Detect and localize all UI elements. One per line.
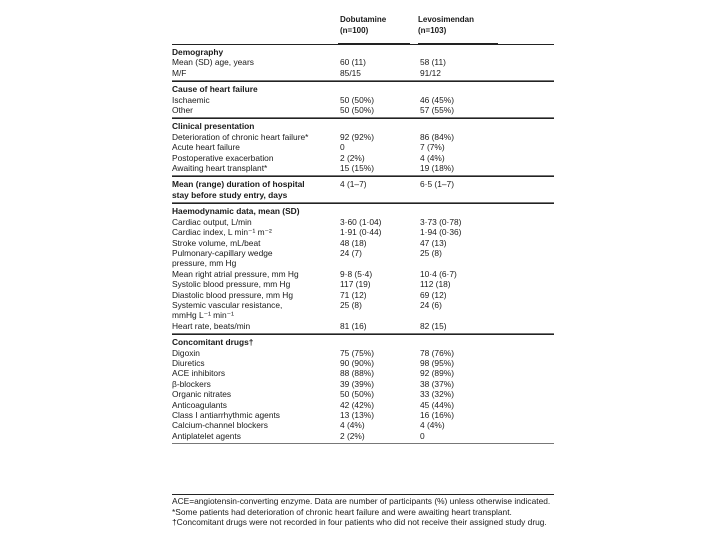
cell-levosimendan: 69 (12) <box>420 289 447 300</box>
table-row <box>172 142 554 152</box>
cell-dobutamine: 4 (1–7) <box>340 179 367 190</box>
cell-levosimendan: 46 (45%) <box>420 94 454 105</box>
cell-levosimendan: 38 (37%) <box>420 378 454 389</box>
cell-levosimendan: 10·4 (6·7) <box>420 268 457 279</box>
table-row <box>172 132 554 142</box>
cell-dobutamine: 3·60 (1·04) <box>340 216 382 227</box>
cell-levosimendan: 4 (4%) <box>420 420 445 431</box>
row-label: Class I antiarrhythmic agents <box>172 410 280 420</box>
row-label: Digoxin <box>172 347 200 358</box>
cell-levosimendan: 47 (13) <box>420 237 447 248</box>
section-title: Demography <box>172 47 224 57</box>
row-label: Diastolic blood pressure, mm Hg <box>172 289 294 300</box>
cell-dobutamine: 25 (8) <box>340 299 362 310</box>
table-row <box>172 321 554 331</box>
row-label: Postoperative exacerbation <box>172 152 274 163</box>
table-row <box>172 227 554 237</box>
table-section <box>172 203 554 334</box>
table-row <box>172 348 554 358</box>
table-row <box>172 290 554 300</box>
cell-dobutamine: 60 (11) <box>340 57 366 68</box>
row-label: Deterioration of chronic heart failure* <box>172 131 309 142</box>
cell-dobutamine: 50 (50%) <box>340 389 374 400</box>
table-section <box>172 45 554 81</box>
row-label: Anticoagulants <box>172 399 227 410</box>
cell-dobutamine: 50 (50%) <box>340 94 374 105</box>
cell-levosimendan: 16 (16%) <box>420 410 454 420</box>
row-label: Calcium-channel blockers <box>172 420 268 431</box>
row-label: Antiplatelet agents <box>172 430 241 441</box>
cell-levosimendan: 86 (84%) <box>420 131 454 142</box>
section-title: Haemodynamic data, mean (SD) <box>172 206 300 217</box>
cell-dobutamine: 85/15 <box>340 67 361 78</box>
cell-dobutamine: 50 (50%) <box>340 105 374 116</box>
cell-levosimendan: 3·73 (0·78) <box>420 216 462 227</box>
cell-dobutamine: 90 (90%) <box>340 357 374 368</box>
table-row <box>172 358 554 368</box>
cell-dobutamine: 39 (39%) <box>340 378 374 389</box>
clinical-table <box>172 6 554 444</box>
row-label: β-blockers <box>172 378 211 389</box>
row-label: ACE inhibitors <box>172 368 226 379</box>
table-row <box>172 389 554 399</box>
cell-levosimendan: 78 (76%) <box>420 347 454 358</box>
row-label: Organic nitrates <box>172 389 232 400</box>
col-header-dobutamine: Dobutamine (n=100) <box>340 15 387 35</box>
cell-levosimendan: 19 (18%) <box>420 163 454 174</box>
table-row <box>172 105 554 115</box>
header-underline-2 <box>418 43 498 44</box>
cell-levosimendan: 91/12 <box>420 67 441 78</box>
row-label: Cardiac index, L min⁻¹ m⁻² <box>172 227 272 238</box>
table-row <box>172 177 554 200</box>
cell-dobutamine: 81 (16) <box>340 320 367 331</box>
cell-dobutamine: 88 (88%) <box>340 368 374 379</box>
cell-dobutamine: 24 (7) <box>340 247 362 258</box>
section-title: Cause of heart failure <box>172 84 258 95</box>
row-label: M/F <box>172 67 187 78</box>
cell-dobutamine: 71 (12) <box>340 289 367 300</box>
table-body <box>172 45 554 444</box>
table-row <box>172 248 554 269</box>
cell-dobutamine: 75 (75%) <box>340 347 374 358</box>
row-label: Pulmonary-capillary wedge pressure, mm Hg <box>172 247 273 269</box>
cell-dobutamine: 13 (13%) <box>340 410 374 420</box>
cell-levosimendan: 1·94 (0·36) <box>420 227 462 238</box>
row-label: Systemic vascular resistance, mmHg L⁻¹ min⁻¹ <box>172 299 283 321</box>
cell-dobutamine: 42 (42%) <box>340 399 374 410</box>
row-label: Mean right atrial pressure, mm Hg <box>172 268 299 279</box>
table-row <box>172 163 554 173</box>
cell-levosimendan: 98 (95%) <box>420 357 454 368</box>
table-row <box>172 379 554 389</box>
row-label: Heart rate, beats/min <box>172 320 251 331</box>
cell-levosimendan: 33 (32%) <box>420 389 454 400</box>
table-footnote: ACE=angiotensin-converting enzyme. Data are number of participants (%) unless otherwise indicated. *Some patients had deterioration of chronic heart failure and were awaiting heart transplant. †Concomitant drugs were not recorded in four patients who did not receive their assigned study drug. <box>172 494 554 528</box>
cell-levosimendan: 0 <box>420 430 425 441</box>
section-title: Concomitant drugs† <box>172 337 254 348</box>
table-section <box>172 118 554 176</box>
cell-levosimendan: 57 (55%) <box>420 105 454 116</box>
row-label: Stroke volume, mL/beat <box>172 237 261 248</box>
section-title: Mean (range) duration of hospital stay before study entry, days <box>172 179 305 200</box>
table-section <box>172 81 554 118</box>
header-underline-1 <box>338 43 410 44</box>
cell-dobutamine: 2 (2%) <box>340 430 365 441</box>
cell-levosimendan: 7 (7%) <box>420 142 445 153</box>
cell-dobutamine: 4 (4%) <box>340 420 365 431</box>
section-title: Clinical presentation <box>172 121 255 132</box>
row-label: Acute heart failure <box>172 142 240 153</box>
cell-levosimendan: 82 (15) <box>420 320 447 331</box>
table-row <box>172 300 554 321</box>
row-label: Awaiting heart transplant* <box>172 163 268 174</box>
table-row <box>172 410 554 420</box>
table-row <box>172 238 554 248</box>
cell-dobutamine: 48 (18) <box>340 237 367 248</box>
cell-dobutamine: 0 <box>340 142 345 153</box>
cell-levosimendan: 24 (6) <box>420 299 442 310</box>
table-row <box>172 420 554 430</box>
table-section <box>172 176 554 203</box>
row-label: Systolic blood pressure, mm Hg <box>172 279 291 290</box>
table-row <box>172 279 554 289</box>
table-row <box>172 269 554 279</box>
table-row <box>172 217 554 227</box>
table-header <box>172 6 554 45</box>
cell-dobutamine: 117 (19) <box>340 279 371 290</box>
table-row <box>172 57 554 67</box>
table-section <box>172 334 554 444</box>
table-row <box>172 153 554 163</box>
row-label: Ischaemic <box>172 94 210 105</box>
cell-levosimendan: 92 (89%) <box>420 368 454 379</box>
cell-levosimendan: 4 (4%) <box>420 152 445 163</box>
cell-levosimendan: 6·5 (1–7) <box>420 179 454 190</box>
table-row <box>172 431 554 441</box>
row-label: Other <box>172 105 193 116</box>
cell-levosimendan: 45 (44%) <box>420 399 454 410</box>
cell-dobutamine: 92 (92%) <box>340 131 374 142</box>
cell-dobutamine: 15 (15%) <box>340 163 374 174</box>
col-header-levosimendan: Levosimendan (n=103) <box>418 15 475 35</box>
table-row <box>172 400 554 410</box>
cell-dobutamine: 2 (2%) <box>340 152 365 163</box>
row-label: Cardiac output, L/min <box>172 216 252 227</box>
cell-levosimendan: 58 (11) <box>420 57 446 68</box>
row-label: Diuretics <box>172 357 205 368</box>
cell-dobutamine: 9·8 (5·4) <box>340 268 373 279</box>
table-row <box>172 368 554 378</box>
cell-levosimendan: 25 (8) <box>420 247 442 258</box>
table-row <box>172 95 554 105</box>
row-label: Mean (SD) age, years <box>172 57 254 68</box>
cell-dobutamine: 1·91 (0·44) <box>340 227 382 238</box>
table-row <box>172 68 554 78</box>
cell-levosimendan: 112 (18) <box>420 279 451 290</box>
